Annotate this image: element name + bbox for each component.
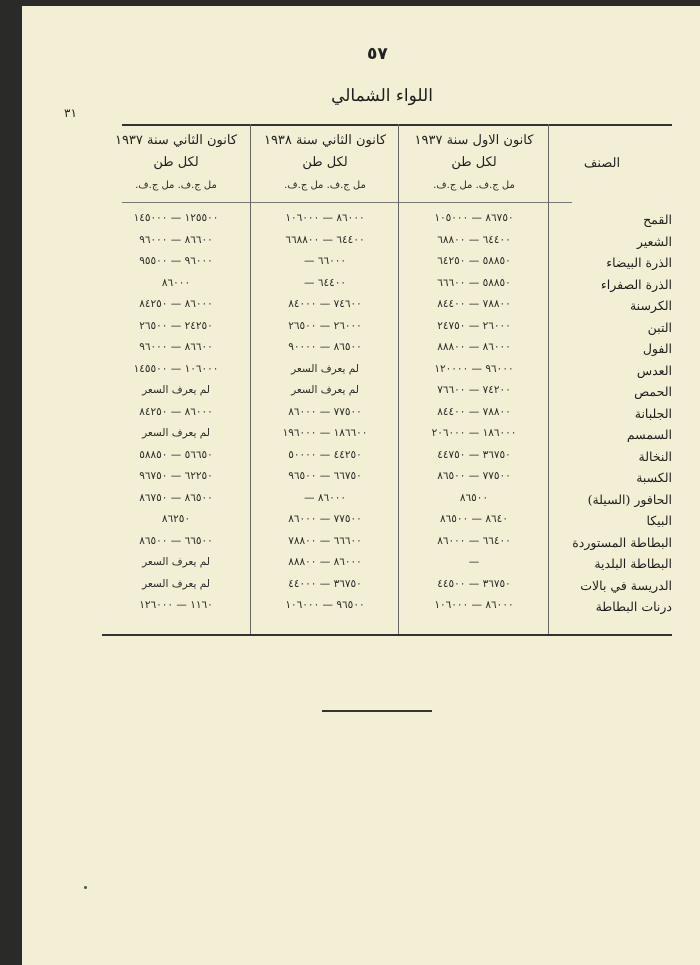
price-jan-1937: ٨٦٦٠٠ — ٩٦٠٠٠ — [139, 341, 213, 353]
price-jan-1937: لم يعرف السعر — [142, 577, 210, 590]
price-dec-1937: — — [468, 556, 480, 568]
product-name: الشعير — [636, 233, 672, 249]
table-row — [22, 363, 682, 384]
price-jan-1938: ٦٤٤٠٠ — ٦٦٨٨٠٠ — [285, 233, 365, 246]
closing-rule — [322, 710, 432, 712]
price-dec-1937: ٨٦٥٠٠ — [459, 491, 489, 504]
column-header-title: كانون الثاني سنة ١٩٣٧ — [114, 133, 238, 148]
document-page — [22, 6, 700, 965]
table-row — [22, 492, 682, 513]
table-row — [22, 427, 682, 448]
column-header-jan-1937 — [102, 130, 250, 174]
column-header-title: كانون الثاني سنة ١٩٣٨ — [263, 133, 387, 148]
price-dec-1937: ٧٨٨٠٠ — ٨٤٤٠٠ — [437, 405, 511, 418]
table-top-rule — [122, 124, 672, 126]
price-jan-1937: ٨٦٢٥٠ — [161, 513, 191, 525]
price-dec-1937: ٨٦٠٠٠ — ١٠٦٠٠٠ — [434, 599, 514, 611]
price-dec-1937: ٣٦٧٥٠ — ٤٤٥٠٠ — [437, 577, 511, 590]
product-name: الكرسنة — [629, 298, 672, 313]
paper-speck — [84, 886, 87, 889]
price-jan-1938: ١٨٦٦٠٠ — ١٩٦٠٠٠ — [282, 427, 368, 439]
product-name: البطاطة البلدية — [594, 556, 672, 571]
price-dec-1937: ٢٦٠٠٠ — ٢٤٧٥٠ — [437, 319, 511, 332]
price-jan-1937: ٨٦٥٠٠ — ٨٦٧٥٠ — [139, 491, 213, 504]
price-jan-1937: ١٠٦٠٠٠ — ١٤٥٥٠٠ — [133, 362, 219, 375]
price-jan-1938: ٦٦٠٠٠ — — [303, 255, 347, 267]
column-header-subtitle: لكل طن — [451, 155, 497, 170]
price-jan-1938: ٢٦٠٠٠ — ٢٦٥٠٠ — [288, 319, 362, 332]
price-jan-1937: ٦٦٥٠٠ — ٨٦٥٠٠ — [139, 534, 213, 547]
price-jan-1937: ٥٦٦٥٠ — ٥٨٨٥٠ — [139, 448, 213, 461]
price-dec-1937: ٥٨٨٥٠ — ٦٤٢٥٠ — [437, 255, 511, 267]
product-name: الذرة البيضاء — [606, 255, 672, 270]
table-row — [22, 277, 682, 298]
price-dec-1937: ٨٦٧٥٠ — ١٠٥٠٠٠ — [434, 212, 514, 224]
price-dec-1937: ٥٨٨٥٠ — ٦٦٦٠٠ — [437, 276, 511, 289]
price-jan-1937: ٨٦٠٠٠ — ٨٤٢٥٠ — [139, 405, 213, 418]
column-header-subtitle: لكل طن — [302, 155, 348, 170]
price-dec-1937: ٨٦٤٠ — ٨٦٥٠٠ — [440, 513, 508, 525]
price-jan-1938: ٦٤٤٠٠ — — [303, 276, 347, 289]
price-dec-1937: ١٨٦٠٠٠ — ٢٠٦٠٠٠ — [431, 427, 517, 439]
price-jan-1938: ٨٦٠٠٠ — — [303, 491, 347, 504]
page-number: ٥٧ — [367, 44, 388, 64]
column-header-jan-1938 — [252, 130, 398, 174]
column-header-title: كانون الاول سنة ١٩٣٧ — [414, 133, 534, 148]
price-jan-1937: ١٢٥٥٠٠ — ١٤٥٠٠٠ — [133, 212, 219, 224]
product-name: الدريسة في بالات — [580, 577, 672, 593]
price-jan-1938: ٧٧٥٠٠ — ٨٦٠٠٠ — [288, 513, 362, 525]
page-title: اللواء الشمالي — [331, 86, 433, 106]
price-dec-1937: ٧٤٢٠٠ — ٧٦٦٠٠ — [437, 384, 511, 396]
table-row — [22, 406, 682, 427]
price-jan-1938: ٨٦٠٠٠ — ١٠٦٠٠٠ — [285, 212, 365, 224]
table-row — [22, 384, 682, 405]
price-jan-1938: لم يعرف السعر — [291, 384, 359, 396]
price-dec-1937: ٧٧٥٠٠ — ٨٦٥٠٠ — [437, 470, 511, 482]
price-jan-1937: لم يعرف السعر — [142, 427, 210, 439]
product-name: البيكا — [646, 513, 672, 528]
price-jan-1938: ٩٦٥٠٠ — ١٠٦٠٠٠ — [285, 599, 365, 611]
product-name: العدس — [636, 362, 672, 378]
product-name: الحافور (السيلة) — [587, 491, 672, 507]
product-name: درنات البطاطة — [595, 599, 672, 614]
product-column-header: الصنف — [583, 156, 621, 171]
price-jan-1937: ٦٢٢٥٠ — ٩٦٧٥٠ — [139, 470, 213, 482]
product-name: الفول — [642, 341, 672, 356]
price-jan-1938: ٧٧٥٠٠ — ٨٦٠٠٠ — [288, 405, 362, 418]
column-header-units: مل ج.ف. مل ج.ف. — [433, 180, 515, 191]
column-header-dec-1937 — [400, 130, 548, 174]
table-bottom-rule — [102, 634, 672, 636]
table-row — [22, 234, 682, 255]
table-row — [22, 578, 682, 599]
product-name: البطاطة المستوردة — [572, 534, 672, 550]
product-name: التبن — [647, 319, 672, 335]
price-dec-1937: ٣٦٧٥٠ — ٤٤٧٥٠ — [437, 448, 511, 461]
price-dec-1937: ٩٦٠٠٠ — ١٢٠٠٠٠ — [434, 362, 514, 375]
table-row — [22, 449, 682, 470]
product-name: الحمص — [634, 384, 672, 399]
table-row — [22, 513, 682, 534]
price-dec-1937: ٧٨٨٠٠ — ٨٤٤٠٠ — [437, 298, 511, 310]
table-row — [22, 556, 682, 577]
table-row — [22, 470, 682, 491]
product-name: الجلبانة — [634, 405, 672, 421]
column-header-subtitle: لكل طن — [153, 155, 199, 170]
price-dec-1937: ٦٤٤٠٠ — ٦٨٨٠٠ — [437, 233, 511, 246]
price-jan-1938: ٧٤٦٠٠ — ٨٤٠٠٠ — [288, 298, 362, 310]
table-row — [22, 212, 682, 233]
table-row — [22, 298, 682, 319]
price-jan-1938: ٨٦٥٠٠ — ٩٠٠٠٠ — [288, 341, 362, 353]
price-jan-1938: لم يعرف السعر — [291, 362, 359, 375]
product-name: السمسم — [626, 427, 672, 442]
price-jan-1937: ١١٦٠ — ١٢٦٠٠٠ — [139, 599, 213, 611]
price-jan-1938: ٦٦٧٥٠ — ٩٦٥٠٠ — [288, 470, 362, 482]
price-jan-1937: ٢٤٢٥٠ — ٢٦٥٠٠ — [139, 319, 213, 332]
price-jan-1937: ٨٦٦٠٠ — ٩٦٠٠٠ — [139, 233, 213, 246]
price-jan-1938: ٣٦٧٥٠ — ٤٤٠٠٠ — [288, 577, 362, 590]
column-header-units: مل ج.ف. مل ج.ف. — [135, 180, 217, 191]
product-name: الكسبة — [636, 470, 672, 485]
price-jan-1937: لم يعرف السعر — [142, 556, 210, 568]
column-header-units: مل ج.ف. مل ج.ف. — [284, 180, 366, 191]
price-jan-1937: ٨٦٠٠٠ — ٨٤٢٥٠ — [139, 298, 213, 310]
price-jan-1938: ٤٤٢٥٠ — ٥٠٠٠٠ — [288, 448, 362, 461]
price-dec-1937: ٨٦٠٠٠ — ٨٨٨٠٠ — [437, 341, 511, 353]
header-bottom-rule — [122, 202, 572, 203]
margin-mark: ٣١ — [64, 106, 77, 120]
price-jan-1937: ٩٦٠٠٠ — ٩٥٥٠٠ — [139, 255, 213, 267]
table-row — [22, 599, 682, 620]
price-jan-1937: ٨٦٠٠٠ — [161, 276, 191, 289]
product-name: الذرة الصفراء — [600, 276, 672, 292]
table-row — [22, 255, 682, 276]
price-jan-1938: ٦٦٦٠٠ — ٧٨٨٠٠ — [288, 534, 362, 547]
table-row — [22, 320, 682, 341]
product-name: النخالة — [638, 448, 672, 464]
price-dec-1937: ٦٦٤٠٠ — ٨٦٠٠٠ — [437, 534, 511, 547]
price-jan-1937: لم يعرف السعر — [142, 384, 210, 396]
table-row — [22, 341, 682, 362]
product-name: القمح — [643, 212, 672, 227]
table-row — [22, 535, 682, 556]
price-jan-1938: ٨٦٠٠٠ — ٨٨٨٠٠ — [288, 556, 362, 568]
